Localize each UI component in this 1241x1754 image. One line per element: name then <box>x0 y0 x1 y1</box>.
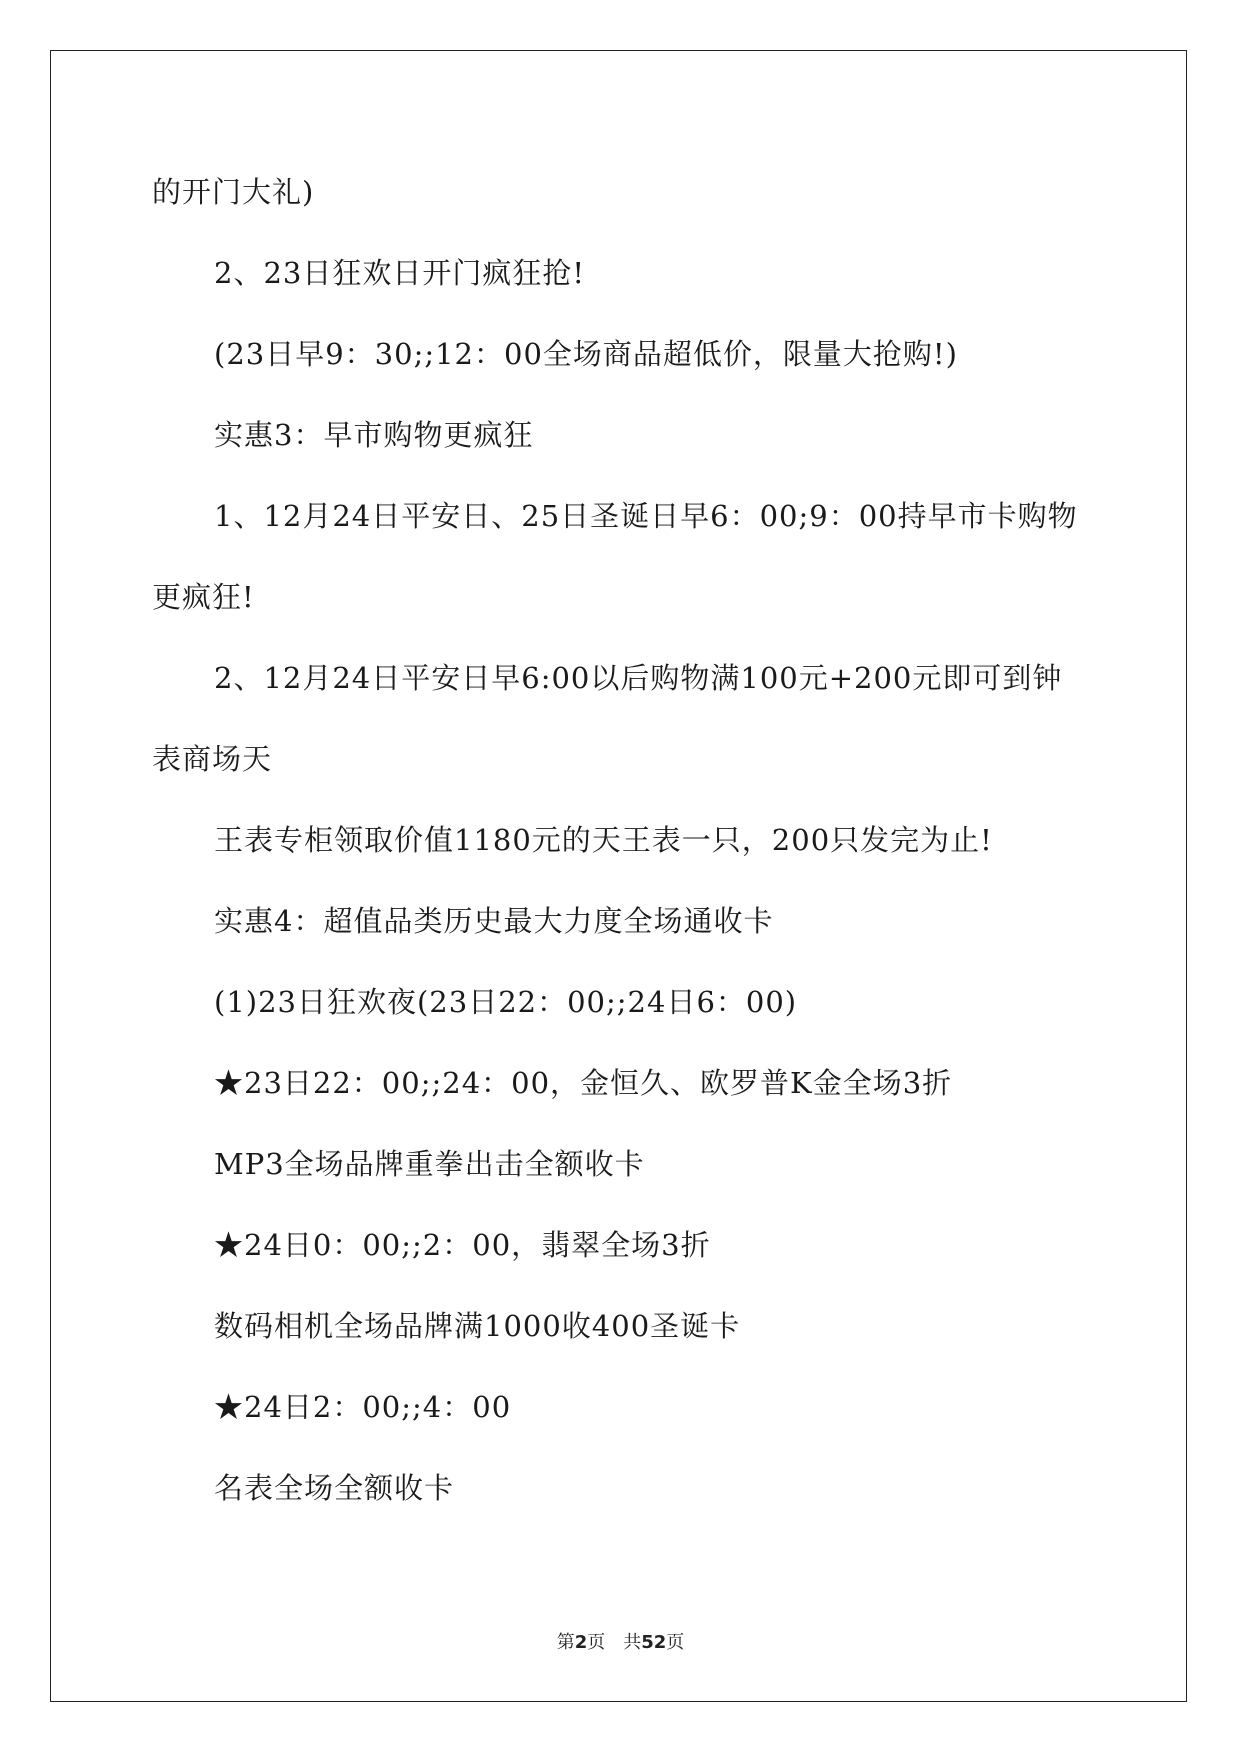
total-suffix: 页 <box>666 1632 685 1653</box>
text-line: ★23日22：00;;24：00，金恒久、欧罗普K金全场3折 <box>214 1066 953 1100</box>
text-line: 1、12月24日平安日、25日圣诞日早6：00;9：00持早市卡购物 <box>214 499 1078 533</box>
text-line: (1)23日狂欢夜(23日22：00;;24日6：00) <box>214 985 798 1019</box>
total-prefix: 共 <box>623 1632 642 1653</box>
text-line: 更疯狂! <box>152 580 255 614</box>
text-line: 数码相机全场品牌满1000收400圣诞卡 <box>214 1309 741 1343</box>
text-line: 实惠3：早市购物更疯狂 <box>214 418 534 452</box>
text-line: 2、23日狂欢日开门疯狂抢! <box>214 256 586 290</box>
text-line: MP3全场品牌重拳出击全额收卡 <box>214 1147 645 1181</box>
text-line: 实惠4：超值品类历史最大力度全场通收卡 <box>214 904 774 938</box>
text-line: 名表全场全额收卡 <box>214 1471 455 1505</box>
page-border <box>50 50 1187 1702</box>
text-line: 2、12月24日平安日早6:00以后购物满100元+200元即可到钟 <box>214 661 1063 695</box>
text-line: 王表专柜领取价值1180元的天王表一只，200只发完为止! <box>214 823 993 857</box>
page-prefix: 第 <box>556 1632 575 1653</box>
page-number: 2 <box>574 1632 588 1653</box>
text-line: ★24日2：00;;4：00 <box>214 1390 512 1424</box>
page-suffix: 页 <box>587 1632 606 1653</box>
text-line: ★24日0：00;;2：00，翡翠全场3折 <box>214 1228 711 1262</box>
text-line: (23日早9：30;;12：00全场商品超低价，限量大抢购!) <box>214 337 958 371</box>
total-pages: 52 <box>641 1632 667 1653</box>
page-footer <box>0 1628 1241 1654</box>
text-line: 表商场天 <box>152 742 273 776</box>
text-line: 的开门大礼) <box>152 175 315 209</box>
